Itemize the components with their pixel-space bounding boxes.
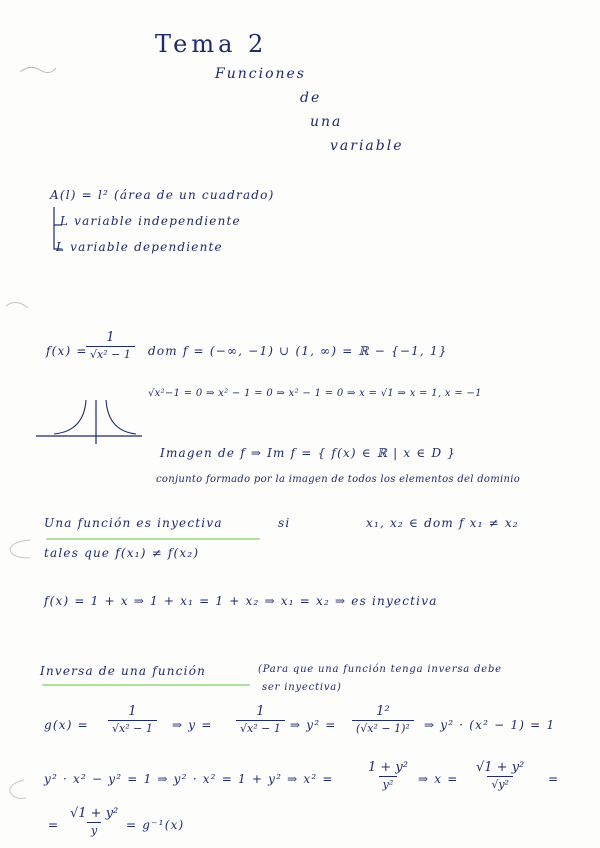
- dependent-variable-note: L variable dependiente: [56, 240, 223, 254]
- highlight-inverse: [42, 684, 250, 686]
- x2-denominator: y²: [379, 776, 398, 791]
- x2-fraction: [364, 760, 412, 791]
- y2-fraction: [352, 704, 414, 735]
- g-lhs: g(x) =: [44, 718, 89, 732]
- independent-variable-note: L variable independiente: [60, 214, 241, 228]
- y2-numerator: 1²: [376, 704, 390, 719]
- image-definition: Imagen de f ⇒ Im f = { f(x) ∈ ℝ | x ∈ D }: [160, 446, 457, 460]
- bracket-line: [48, 205, 64, 255]
- fraction-numerator: 1: [106, 330, 115, 345]
- scan-mark: [4, 296, 30, 316]
- injective-heading: Una función es inyectiva: [44, 516, 223, 530]
- highlight-injective: [46, 538, 260, 540]
- subtitle-line-2: de: [300, 90, 322, 106]
- subtitle-line-4: variable: [330, 138, 404, 154]
- x-numerator: √1 + y²: [476, 760, 525, 775]
- arrow-y: ⇒ y =: [172, 718, 213, 732]
- page-title: Tema 2: [155, 30, 268, 58]
- arrow-y2: ⇒ y² =: [290, 718, 337, 732]
- scan-mark: [18, 60, 58, 80]
- injective-example: f(x) = 1 + x ⇒ 1 + x₁ = 1 + x₂ ⇒ x₁ = x₂ ⇒ es inyectiva: [44, 594, 438, 608]
- subtitle-line-3: una: [310, 114, 343, 130]
- inverse-line-3-eq: =: [48, 818, 60, 832]
- x-denominator: √y²: [487, 776, 513, 791]
- function-lhs: f(x) =: [46, 344, 88, 358]
- final-numerator: √1 + y²: [70, 806, 119, 821]
- area-formula: A(l) = l² (área de un cuadrado): [50, 188, 275, 202]
- inverse-line-2b: ⇒ x =: [418, 772, 459, 786]
- domain-statement: dom f = (−∞, −1) ∪ (1, ∞) = ℝ − {−1, 1}: [148, 344, 448, 358]
- subtitle-line-1: Funciones: [215, 66, 306, 82]
- domain-derivation: √x²−1 = 0 ⇒ x² − 1 = 0 ⇒ x² − 1 = 0 ⇒ x = √1 ⇒ x = 1, x = −1: [148, 388, 482, 399]
- y2-denominator: (√x² − 1)²: [352, 720, 414, 735]
- injective-condition-si: si: [278, 516, 291, 530]
- final-denominator: y: [87, 822, 101, 837]
- inverse-step-end: ⇒ y² · (x² − 1) = 1: [424, 718, 556, 732]
- scan-mark: [4, 536, 34, 562]
- inverse-line-2c: =: [548, 772, 560, 786]
- g-denominator: √x² − 1: [108, 720, 157, 735]
- inverse-line-2a: y² · x² − y² = 1 ⇒ y² · x² = 1 + y² ⇒ x² =: [44, 772, 334, 786]
- y-numerator: 1: [256, 704, 265, 719]
- scan-mark: [4, 776, 28, 802]
- injective-condition-images: tales que f(x₁) ≠ f(x₂): [44, 546, 200, 560]
- y-fraction: [236, 704, 285, 735]
- final-fraction: [66, 806, 122, 837]
- image-definition-note: conjunto formado por la imagen de todos los elementos del dominio: [156, 474, 521, 485]
- inverse-result: = g⁻¹(x): [126, 818, 185, 832]
- injective-condition-elements: x₁, x₂ ∈ dom f x₁ ≠ x₂: [366, 516, 519, 530]
- g-numerator: 1: [128, 704, 137, 719]
- fraction-denominator: √x² − 1: [86, 346, 135, 361]
- function-fraction: [86, 330, 135, 361]
- g-fraction: [108, 704, 157, 735]
- x2-numerator: 1 + y²: [368, 760, 408, 775]
- y-denominator: √x² − 1: [236, 720, 285, 735]
- function-graph-sketch: [34, 398, 144, 446]
- x-fraction: [472, 760, 528, 791]
- inverse-heading: Inversa de una función: [40, 664, 207, 678]
- inverse-note-line-1: (Para que una función tenga inversa debe: [258, 664, 502, 675]
- inverse-note-line-2: ser inyectiva): [262, 682, 342, 693]
